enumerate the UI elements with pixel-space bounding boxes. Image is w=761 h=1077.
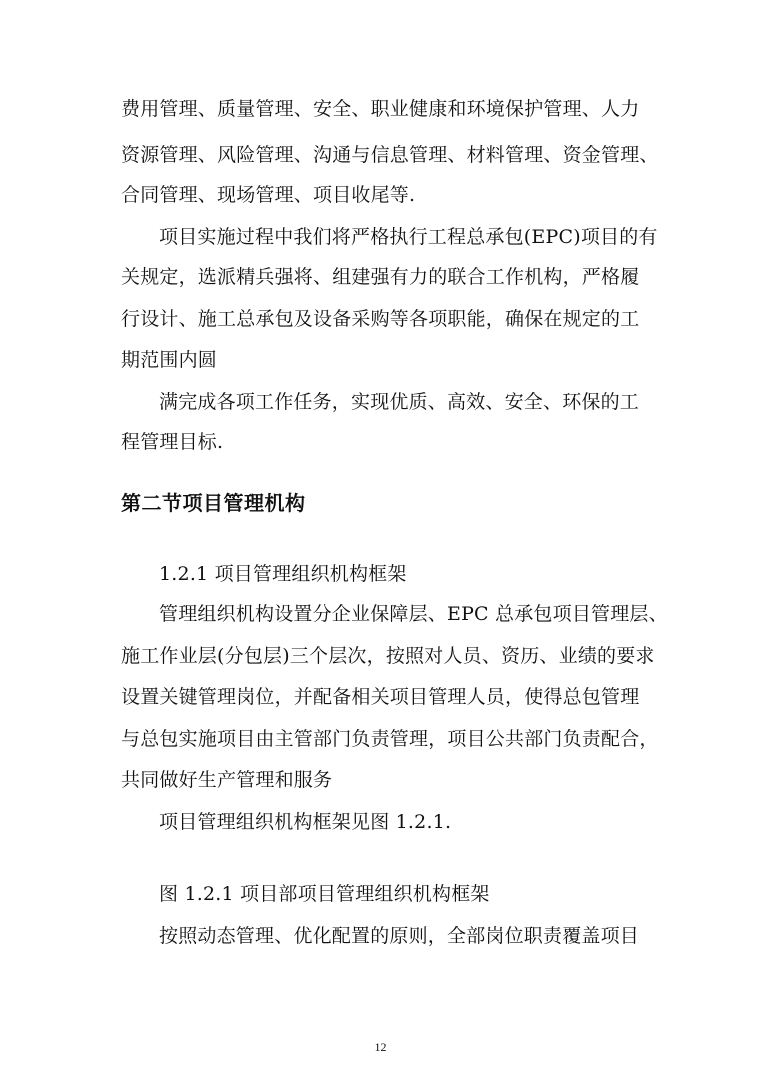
- figure-caption: 图 1.2.1 项目部项目管理组织机构框架: [159, 883, 490, 905]
- paragraph-4-line-2: 施工作业层(分包层)三个层次，按照对人员、资历、业绩的要求: [121, 645, 655, 667]
- paragraph-1-line-3: 合同管理、现场管理、项目收尾等.: [121, 184, 416, 206]
- paragraph-5: 项目管理组织机构框架见图 1.2.1.: [159, 811, 452, 833]
- paragraph-4-line-1: 管理组织机构设置分企业保障层、EPC 总承包项目管理层、: [159, 603, 668, 625]
- paragraph-2-line-1: 项目实施过程中我们将严格执行工程总承包(EPC)项目的有: [159, 226, 658, 248]
- paragraph-1-line-1: 费用管理、质量管理、安全、职业健康和环境保护管理、人力: [121, 98, 640, 120]
- paragraph-6: 按照动态管理、优化配置的原则，全部岗位职责覆盖项目: [159, 925, 640, 947]
- paragraph-2-line-2: 关规定，选派精兵强将、组建强有力的联合工作机构，严格履: [121, 266, 640, 288]
- paragraph-3-line-1: 满完成各项工作任务，实现优质、高效、安全、环保的工: [159, 391, 640, 413]
- page-number: 12: [374, 1040, 387, 1054]
- subsection-title: 1.2.1 项目管理组织机构框架: [159, 563, 407, 585]
- section-heading: 第二节项目管理机构: [121, 491, 306, 515]
- paragraph-3-line-2: 程管理目标.: [121, 431, 224, 453]
- paragraph-4-line-3: 设置关键管理岗位，并配备相关项目管理人员，使得总包管理: [121, 686, 640, 708]
- paragraph-4-line-5: 共同做好生产管理和服务: [121, 769, 333, 791]
- paragraph-1-line-2: 资源管理、风险管理、沟通与信息管理、材料管理、资金管理、: [121, 144, 659, 166]
- paragraph-2-line-3: 行设计、施工总承包及设备采购等各项职能，确保在规定的工: [121, 308, 640, 330]
- paragraph-4-line-4: 与总包实施项目由主管部门负责管理，项目公共部门负责配合，: [121, 728, 659, 750]
- paragraph-2-line-4: 期范围内圆: [121, 349, 218, 371]
